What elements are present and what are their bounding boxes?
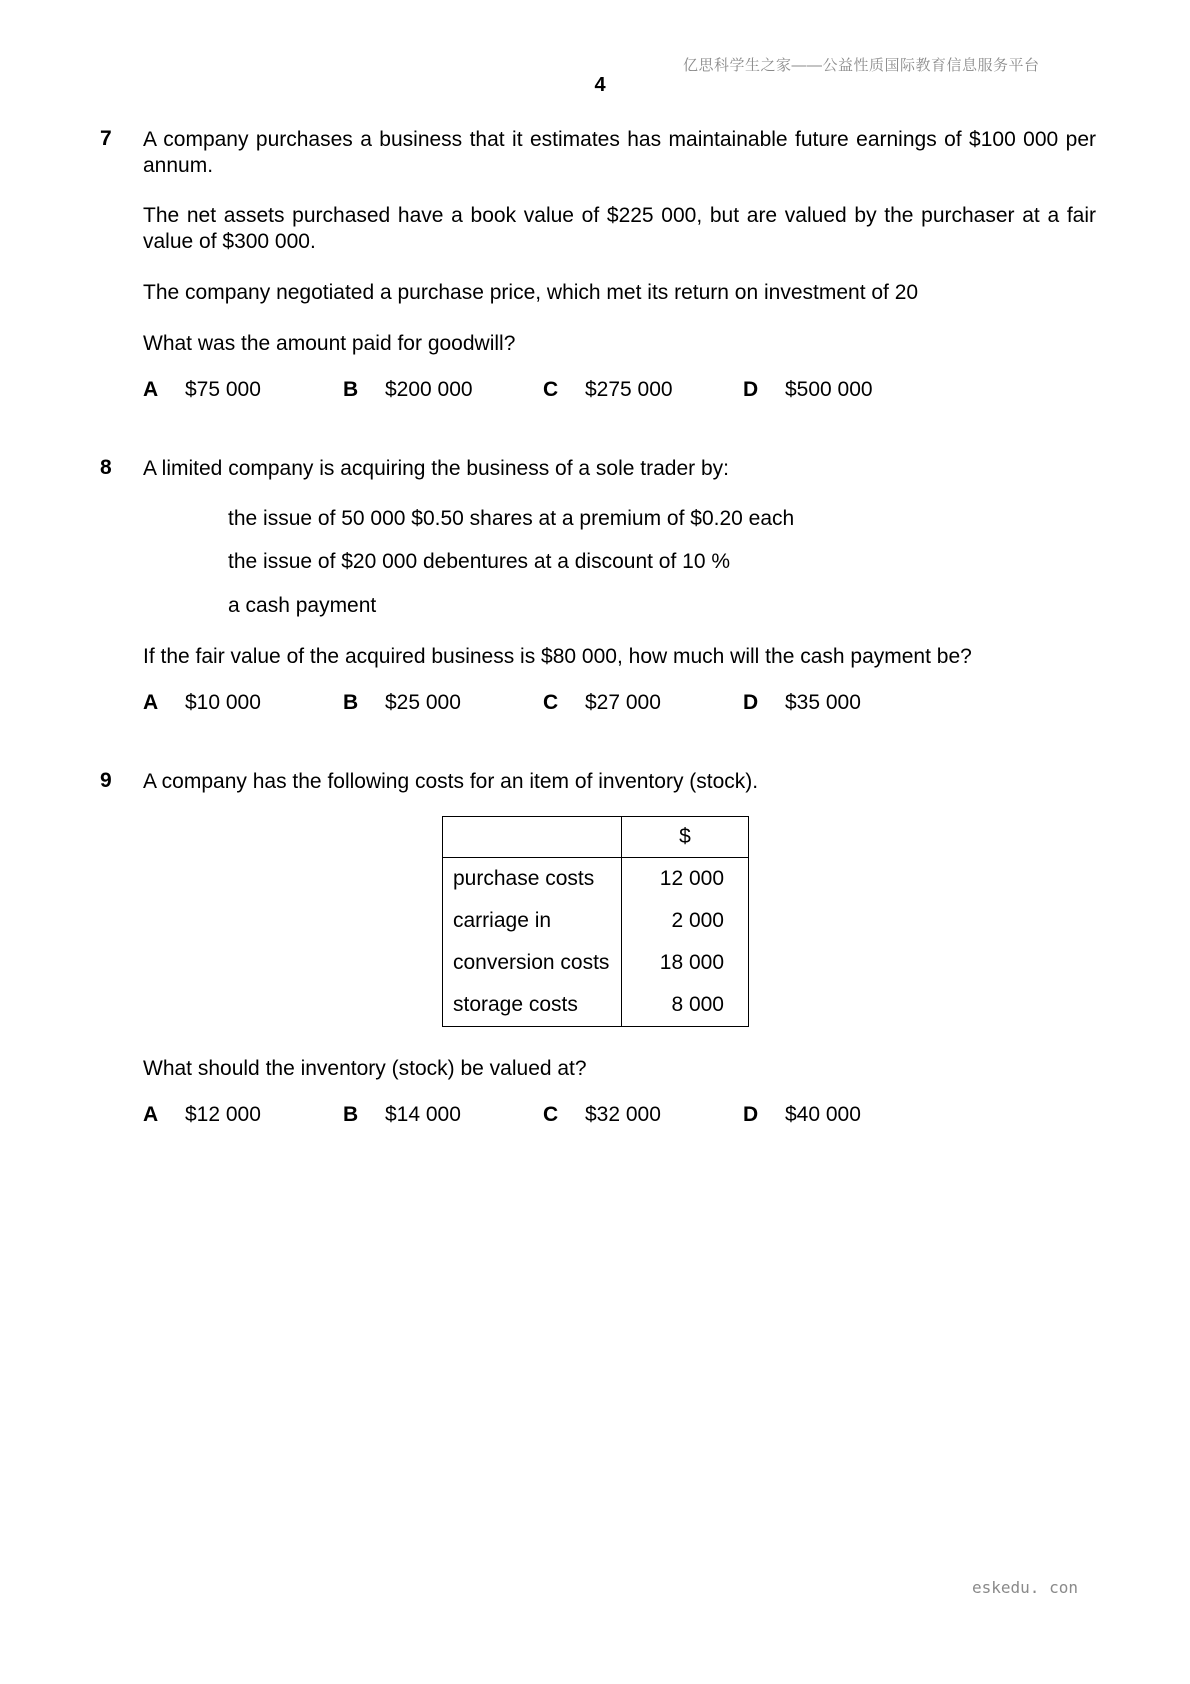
question-8-option-d[interactable] xyxy=(743,691,861,715)
question-9-option-d[interactable] xyxy=(743,1103,861,1127)
question-7-number: 7 xyxy=(100,127,112,150)
option-letter: C xyxy=(543,691,559,714)
table-cell-value: 8 000 xyxy=(622,984,749,1027)
question-7-paragraph-2: The net assets purchased have a book value of $225 000, but are valued by the purchaser at a fair value of $300 000. xyxy=(143,204,1096,253)
question-8-intro: A limited company is acquiring the business of a sole trader by: xyxy=(143,457,729,480)
table-cell-value: 2 000 xyxy=(622,900,749,942)
table-row xyxy=(443,984,749,1027)
option-value: $500 000 xyxy=(785,378,873,401)
option-letter: A xyxy=(143,691,159,714)
option-value: $35 000 xyxy=(785,691,861,714)
table-row xyxy=(443,942,749,984)
question-7-option-d[interactable] xyxy=(743,378,873,402)
option-value: $27 000 xyxy=(585,691,661,714)
option-value: $75 000 xyxy=(185,378,261,401)
question-8-item-1: the issue of 50 000 $0.50 shares at a premium of $0.20 each xyxy=(228,507,795,530)
question-8-prompt: If the fair value of the acquired business is $80 000, how much will the cash payment be? xyxy=(143,645,972,668)
header-watermark: 亿思科学生之家——公益性质国际教育信息服务平台 xyxy=(683,57,1040,74)
option-value: $14 000 xyxy=(385,1103,461,1126)
question-8-option-b[interactable] xyxy=(343,691,461,715)
question-9-prompt: What should the inventory (stock) be valued at? xyxy=(143,1057,587,1080)
option-value: $32 000 xyxy=(585,1103,661,1126)
table-cell-value: 12 000 xyxy=(622,858,749,901)
option-letter: D xyxy=(743,1103,759,1126)
table-header-currency: $ xyxy=(622,817,749,858)
option-letter: D xyxy=(743,691,759,714)
question-9-option-a[interactable] xyxy=(143,1103,261,1127)
page-number: 4 xyxy=(594,74,606,96)
inventory-costs-table xyxy=(442,816,749,1027)
table-cell-label: conversion costs xyxy=(443,942,622,984)
option-letter: A xyxy=(143,378,159,401)
option-letter: C xyxy=(543,378,559,401)
table-header-label xyxy=(443,817,622,858)
table-cell-label: storage costs xyxy=(443,984,622,1027)
table-cell-label: purchase costs xyxy=(443,858,622,901)
option-letter: B xyxy=(343,378,359,401)
question-9-option-c[interactable] xyxy=(543,1103,661,1127)
question-8-option-c[interactable] xyxy=(543,691,661,715)
option-letter: A xyxy=(143,1103,159,1126)
option-letter: D xyxy=(743,378,759,401)
question-7-paragraph-3: The company negotiated a purchase price, which met its return on investment of 20 xyxy=(143,281,919,304)
option-value: $12 000 xyxy=(185,1103,261,1126)
question-8-option-a[interactable] xyxy=(143,691,261,715)
table-cell-label: carriage in xyxy=(443,900,622,942)
question-8-item-3: a cash payment xyxy=(228,594,377,617)
footer-watermark: eskedu. con xyxy=(972,1578,1078,1597)
table-cell-value: 18 000 xyxy=(622,942,749,984)
question-7-option-b[interactable] xyxy=(343,378,473,402)
question-9-option-b[interactable] xyxy=(343,1103,461,1127)
question-7-paragraph-1: A company purchases a business that it estimates has maintainable future earnings of $100 000 per annum. xyxy=(143,128,1096,177)
table-header-row xyxy=(443,817,749,858)
question-7-option-a[interactable] xyxy=(143,378,261,402)
question-8-item-2: the issue of $20 000 debentures at a discount of 10 % xyxy=(228,550,731,573)
question-9-number: 9 xyxy=(100,769,112,792)
option-value: $25 000 xyxy=(385,691,461,714)
question-7-option-c[interactable] xyxy=(543,378,673,402)
option-value: $10 000 xyxy=(185,691,261,714)
option-value: $200 000 xyxy=(385,378,473,401)
question-9-intro: A company has the following costs for an item of inventory (stock). xyxy=(143,770,759,793)
question-7-prompt: What was the amount paid for goodwill? xyxy=(143,332,516,355)
option-value: $275 000 xyxy=(585,378,673,401)
question-8-number: 8 xyxy=(100,456,112,479)
table-row xyxy=(443,858,749,901)
option-value: $40 000 xyxy=(785,1103,861,1126)
table-row xyxy=(443,900,749,942)
option-letter: C xyxy=(543,1103,559,1126)
option-letter: B xyxy=(343,1103,359,1126)
option-letter: B xyxy=(343,691,359,714)
